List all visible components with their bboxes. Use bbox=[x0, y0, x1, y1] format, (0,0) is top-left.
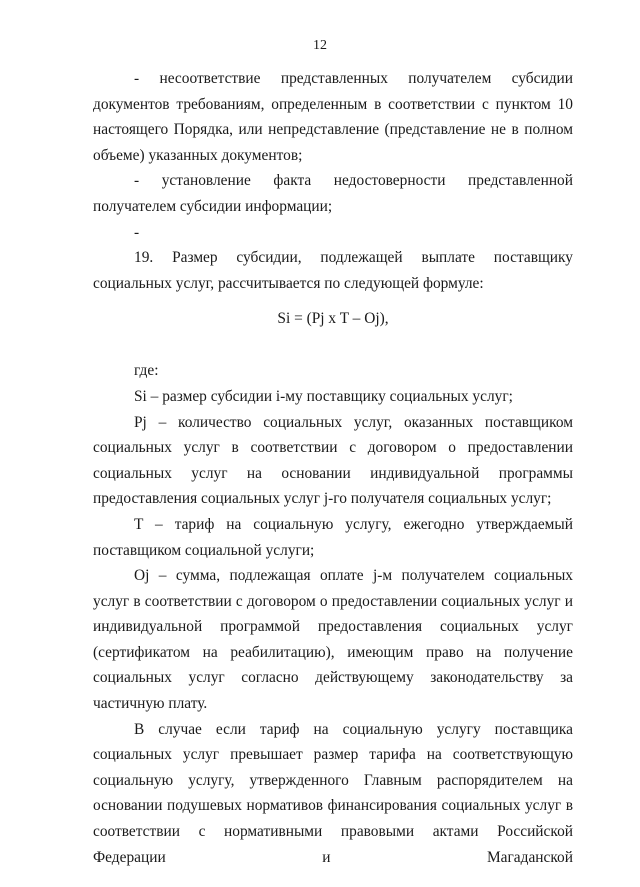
paragraph-tariff-exceeds: В случае если тариф на социальную услугу поставщика социальных услуг превышает размер тарифа на соответствующую социальную услугу, утвержденного Главным распорядителем на основании подушевых нормативов финансирования социальных услуг в соответствии с нормативными правовыми актами Российской Федерации и Магаданской bbox=[93, 720, 573, 866]
paragraph-dash: - bbox=[134, 223, 140, 241]
document-body bbox=[93, 66, 573, 870]
subsidy-formula: Si = (Pj x T – Oj), bbox=[277, 310, 389, 328]
paragraph-unreliable-info: - установление факта недостоверности представленной получателем субсидии информации; bbox=[93, 172, 573, 215]
paragraph-nonconformity: - несоответствие представленных получателем субсидии документов требованиям, определенным в соответствии с пунктом 10 настоящего Порядка, или непредставление (представление не в полном объеме) указанных документов; bbox=[93, 70, 573, 164]
paragraph-subsidy-size: 19. Размер субсидии, подлежащей выплате поставщику социальных услуг, рассчитывается по следующей формуле: bbox=[93, 249, 573, 292]
definition-si: Si – размер субсидии i-му поставщику социальных услуг; bbox=[134, 387, 513, 405]
definition-oj: Oj – сумма, подлежащая оплате j-м получателем социальных услуг в соответствии с договором о предоставлении социальных услуг и индивидуальной программой предоставления социальных услуг (сертификатом на реабилитацию), имеющим право на получение социальных услуг согласно действующему законодательству за частичную плату. bbox=[93, 567, 573, 713]
definition-pj: Pj – количество социальных услуг, оказанных поставщиком социальных услуг в соответствии с договором о предоставлении социальных услуг на основании индивидуальной программы предоставления социальных услуг j-го получателя социальных услуг; bbox=[93, 413, 573, 508]
definition-t: T – тариф на социальную услугу, ежегодно утверждаемый поставщиком социальной услуги; bbox=[93, 515, 573, 559]
page-number: 12 bbox=[313, 38, 327, 53]
where-label: где: bbox=[134, 362, 159, 380]
